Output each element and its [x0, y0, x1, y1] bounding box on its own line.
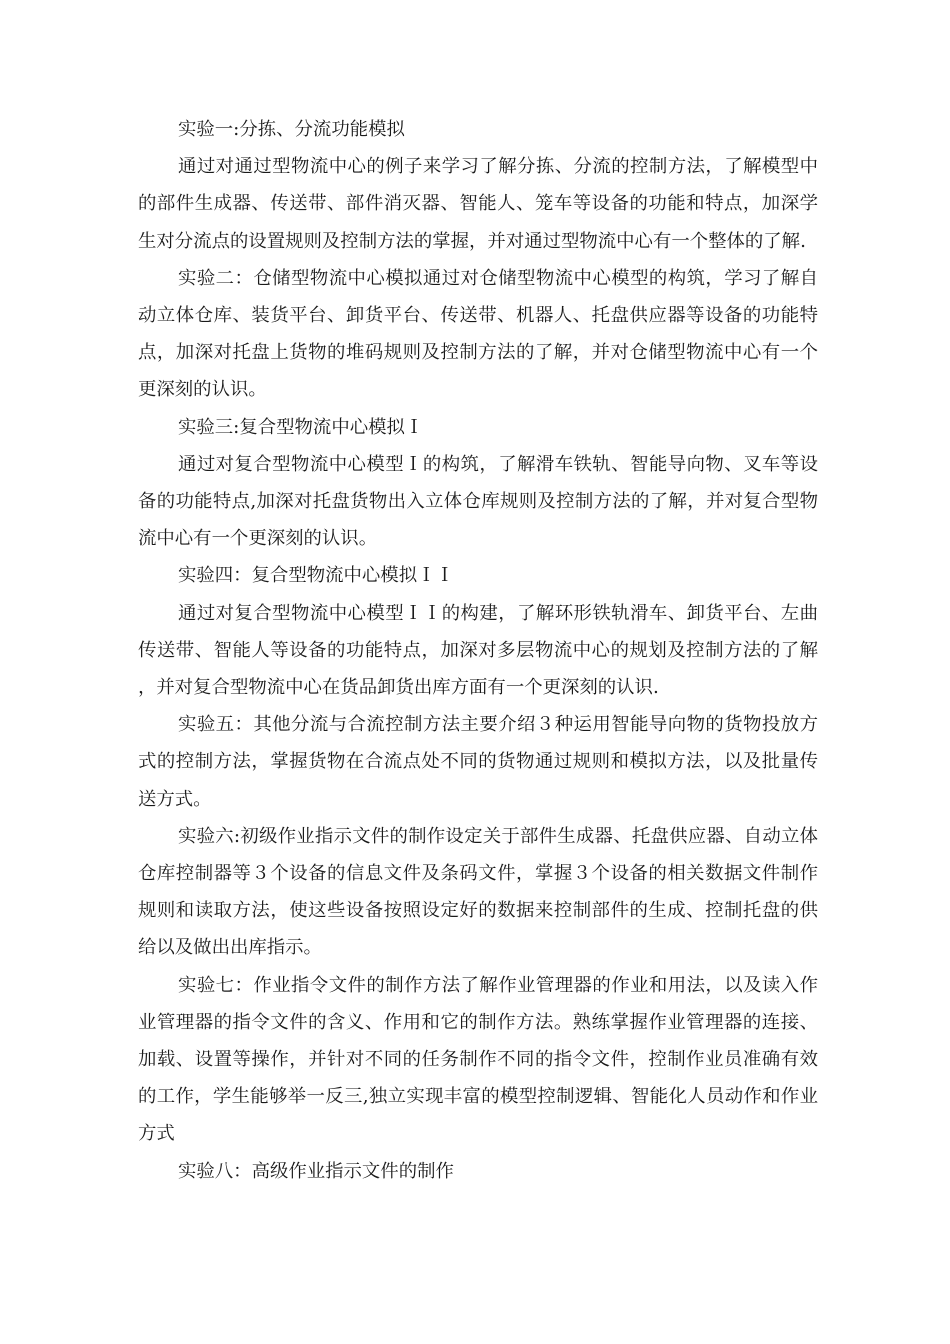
experiment-2-paragraph: 实验二：仓储型物流中心模拟通过对仓储型物流中心模型的构筑，学习了解自动立体仓库、装货平台、卸货平台、传送带、机器人、托盘供应器等设备的功能特点，加深对托盘上货物的堆码规则及控制方法的了解，并对仓储型物流中心有一个更深刻的认识。 [138, 267, 818, 401]
experiment-3-description: 通过对复合型物流中心模型Ｉ的构筑，了解滑车铁轨、智能导向物、叉车等设备的功能特点,加深对托盘货物出入立体仓库规则及控制方法的了解，并对复合型物流中心有一个更深刻的认识。 [138, 453, 818, 550]
experiment-4-title: 实验四：复合型物流中心模拟ＩＩ [178, 565, 454, 587]
experiment-8-title: 实验八：高级作业指示文件的制作 [178, 1160, 454, 1182]
experiment-3-title: 实验三:复合型物流中心模拟Ｉ [178, 416, 424, 438]
experiment-5-paragraph: 实验五：其他分流与合流控制方法主要介绍３种运用智能导向物的货物投放方式的控制方法，掌握货物在合流点处不同的货物通过规则和模拟方法，以及批量传送方式。 [138, 714, 818, 810]
experiment-4-description: 通过对复合型物流中心模型ＩＩ的构建，了解环形铁轨滑车、卸货平台、左曲传送带、智能人等设备的功能特点，加深对多层物流中心的规划及控制方法的了解，并对复合型物流中心在货品卸货出库方面有一个更深刻的认识. [138, 602, 818, 699]
experiment-1-description: 通过对通过型物流中心的例子来学习了解分拣、分流的控制方法，了解模型中的部件生成器、传送带、部件消灭器、智能人、笼车等设备的功能和特点，加深学生对分流点的设置规则及控制方法的掌握，并对通过型物流中心有一个整体的了解. [138, 156, 818, 252]
document-body [138, 111, 818, 1190]
experiment-1-title: 实验一:分拣、分流功能模拟 [178, 119, 405, 140]
experiment-6-paragraph: 实验六:初级作业指示文件的制作设定关于部件生成器、托盘供应器、自动立体仓库控制器等３个设备的信息文件及条码文件，掌握３个设备的相关数据文件制作规则和读取方法，使这些设备按照设定好的数据来控制部件的生成、控制托盘的供给以及做出出库指示。 [138, 825, 818, 959]
experiment-7-paragraph: 实验七：作业指令文件的制作方法了解作业管理器的作业和用法，以及读入作业管理器的指令文件的含义、作用和它的制作方法。熟练掌握作业管理器的连接、加载、设置等操作，并针对不同的任务制作不同的指令文件，控制作业员准确有效的工作，学生能够举一反三,独立实现丰富的模型控制逻辑、智能化人员动作和作业方式 [138, 974, 818, 1145]
